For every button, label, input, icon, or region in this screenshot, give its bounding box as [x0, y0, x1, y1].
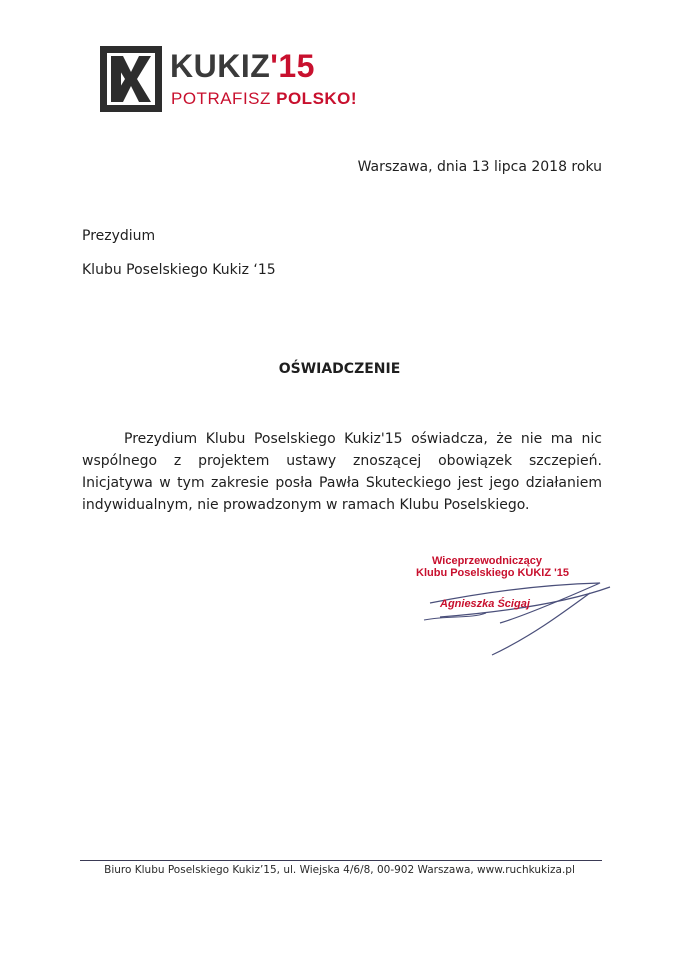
footer-address: Biuro Klubu Poselskiego Kukiz’15, ul. Wiejska 4/6/8, 00-902 Warszawa, www.ruchkukiza.pl [104, 864, 575, 876]
logo-brand-number: '15 [270, 48, 315, 84]
letter-title: OŚWIADCZENIE [278, 361, 401, 377]
logo-tagline [171, 89, 357, 109]
logo-brand-word: KUKIZ [170, 48, 271, 84]
stamp-club: Klubu Poselskiego KUKIZ '15 [416, 567, 569, 579]
kukiz15-logo [100, 46, 358, 114]
letter-body: Prezydium Klubu Poselskiego Kukiz'15 oświadcza, że nie ma nic wspólnego z projektem ustawy znoszącej obowiązek szczepień. Inicjatywa w tym zakresie posła Pawła Skuteckiego jest jego działaniem indywidualnym, nie prowadzonym w ramach Klubu Poselskiego. [82, 431, 602, 513]
letter-date: Warszawa, dnia 13 lipca 2018 roku [357, 159, 602, 175]
stamp-title: Wiceprzewodniczący [432, 555, 542, 567]
logo-tagline-regular: POTRAFISZ [171, 89, 277, 108]
x-logo-mark-icon [100, 46, 162, 112]
logo-wordmark [170, 48, 315, 84]
recipient-line-1: Prezydium [82, 228, 156, 244]
recipient-line-2: Klubu Poselskiego Kukiz ‘15 [82, 262, 276, 278]
handwritten-signature [410, 575, 630, 665]
logo-tagline-bold: POLSKO! [276, 89, 358, 108]
footer-divider [80, 860, 602, 861]
stamp-signatory-name: Agnieszka Ścigaj [440, 598, 530, 610]
